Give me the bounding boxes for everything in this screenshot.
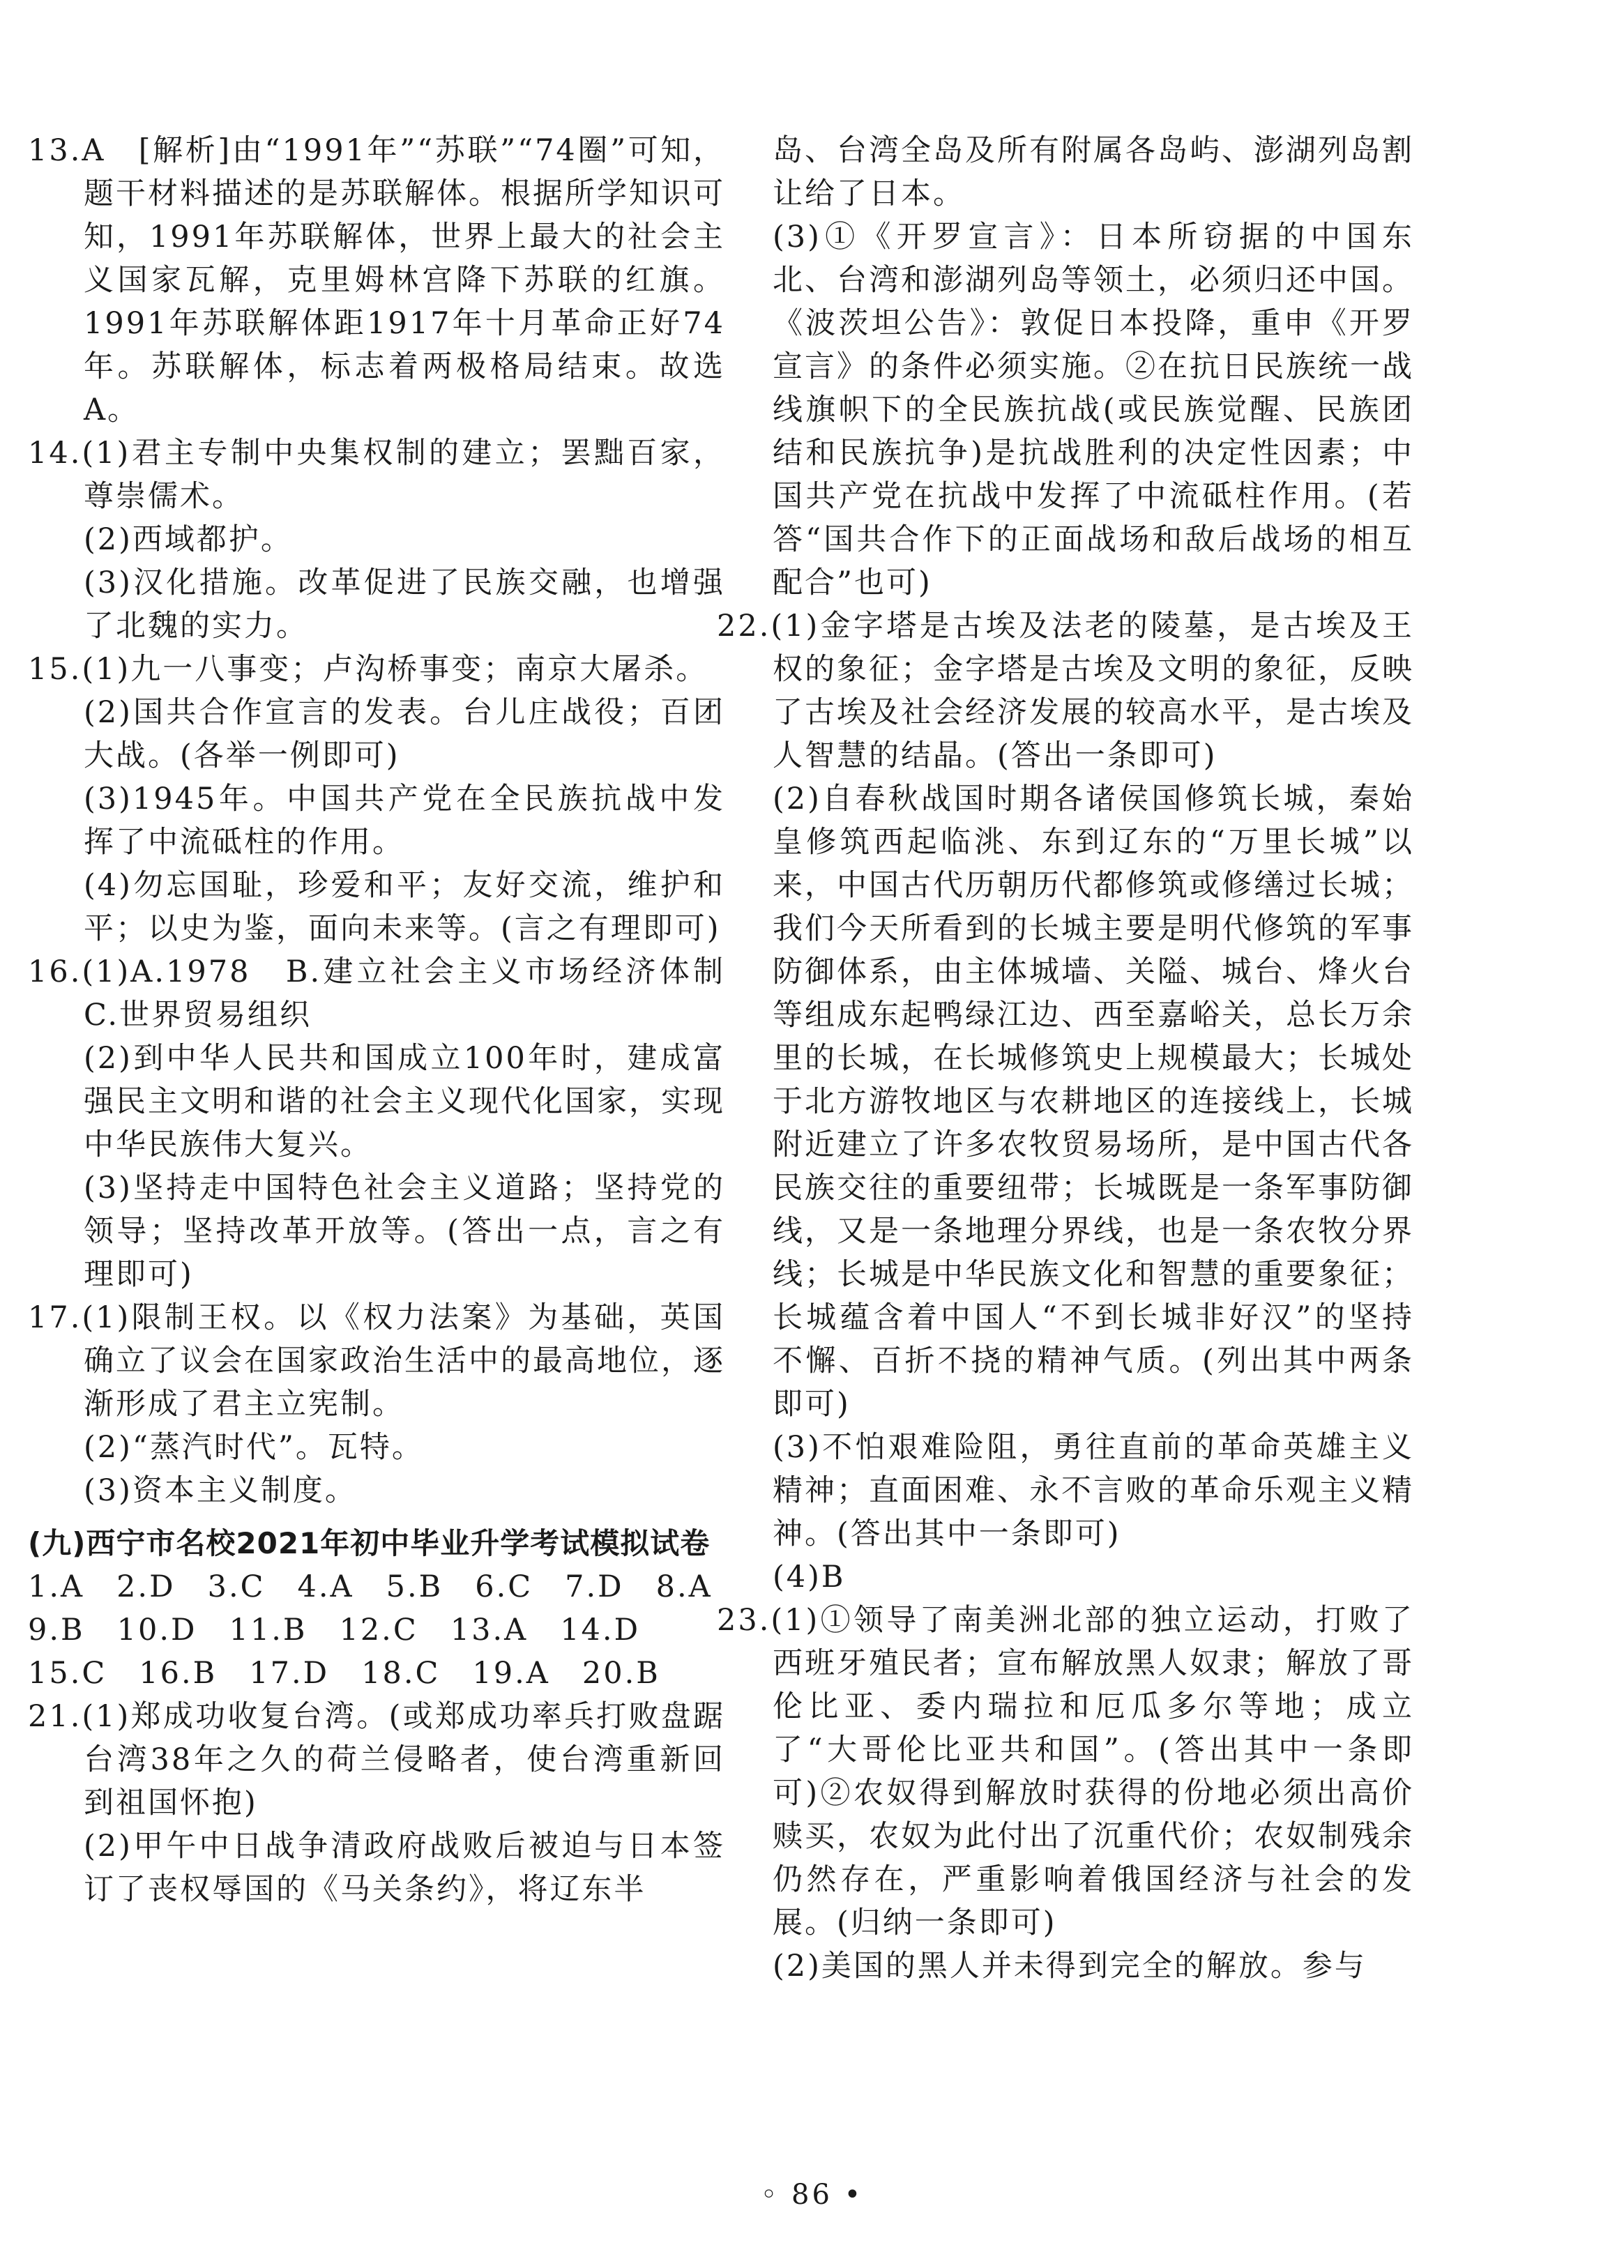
answer-q16-part1: 16.(1)A.1978 B.建立社会主义市场经济体制 C.世界贸易组织 [28,954,757,1033]
answer-q15-part4: (4)勿忘国耻，珍爱和平；友好交流，维护和平；以史为鉴，面向未来等。(言之有理即可) [84,868,725,946]
answer-q22-part2: (2)自春秋战国时期各诸侯国修筑长城，秦始皇修筑西起临洮、东到辽东的“万里长城”以来，中国古代历朝历代都修筑或修缮过长城；我们今天所看到的长城主要是明代修筑的军事防御体系，由主体城墙、关隘、城台、烽火台等组成东起鸭绿江边、西至嘉峪关，总长万余里的长城，在长城修筑史上规模最大；长城处于北方游牧地区与农耕地区的连接线上，长城附近建立了许多农牧贸易场所，是中国古代各民族交往的重要纽带；长城既是一条军事防御线，又是一条地理分界线，也是一条农牧分界线；长城是中华民族文化和智慧的重要象征；长城蕴含着中国人“不到长城非好汉”的坚持不懈、百折不挠的精神气质。(列出其中两条即可) [773,782,1414,1422]
page-number: ◦ 86 • [760,2179,864,2211]
answer-q16-part2: (2)到中华人民共和国成立100年时，建成富强民主文明和谐的社会主义现代化国家，实现中华民族伟大复兴。 [84,1041,725,1162]
section-title: (九)西宁市名校2021年初中毕业升学考试模拟试卷 [28,1526,711,1560]
answer-q15-part1: 15.(1)九一八事变；卢沟桥事变；南京大屠杀。 [28,652,708,687]
answer-q22-part4: (4)B [773,1560,846,1595]
answer-q16-part3: (3)坚持走中国特色社会主义道路；坚持党的领导；坚持改革开放等。(答出一点，言之有理即可) [84,1171,725,1292]
answer-q22-part3: (3)不怕艰难险阻，勇往直前的革命英雄主义精神；直面困难、永不言败的革命乐观主义精神。(答出其中一条即可) [773,1430,1414,1551]
answer-q15-part3: (3)1945年。中国共产党在全民族抗战中发挥了中流砥柱的作用。 [84,782,725,860]
answer-q14-part1: 14.(1)君主专制中央集权制的建立；罢黜百家，尊崇儒术。 [28,436,725,514]
multiple-choice-row-2: 9.B 10.D 11.B 12.C 13.A 14.D [28,1613,641,1647]
answer-q21-part2: (2)甲午中日战争清政府战败后被迫与日本签订了丧权辱国的《马关条约》，将辽东半 [84,1829,725,1907]
answer-q21-part3: (3)①《开罗宣言》：日本所窃据的中国东北、台湾和澎湖列岛等领土，必须归还中国。《波茨坦公告》：敦促日本投降，重申《开罗宣言》的条件必须实施。②在抗日民族统一战线旗帜下的全民族抗战(或民族觉醒、民族团结和民族抗争)是抗战胜利的决定性因素；中国共产党在抗战中发挥了中流砥柱作用。(若答“国共合作下的正面战场和敌后战场的相互配合”也可) [773,220,1414,600]
answer-q15-part2: (2)国共合作宣言的发表。台儿庄战役；百团大战。(各举一例即可) [84,695,725,773]
answer-q17-part1: 17.(1)限制王权。以《权力法案》为基础，英国确立了议会在国家政治生活中的最高地位，逐渐形成了君主立宪制。 [28,1300,725,1422]
answer-q14-part2: (2)西域都护。 [84,522,293,557]
answer-q21-part1: 21.(1)郑成功收复台湾。(或郑成功率兵打败盘踞台湾38年之久的荷兰侵略者，使台湾重新回到祖国怀抱) [28,1699,725,1820]
right-column [717,129,1414,1988]
answer-q17-part3: (3)资本主义制度。 [84,1473,357,1508]
multiple-choice-row-1: 1.A 2.D 3.C 4.A 5.B 6.C 7.D 8.A [28,1569,713,1604]
answer-q22-part1: 22.(1)金字塔是古埃及法老的陵墓，是古埃及王权的象征；金字塔是古埃及文明的象征，反映了古埃及社会经济发展的较高水平，是古埃及人智慧的结晶。(答出一条即可) [717,609,1414,773]
answer-q23-part1: 23.(1)①领导了南美洲北部的独立运动，打败了西班牙殖民者；宣布解放黑人奴隶；解放了哥伦比亚、委内瑞拉和厄瓜多尔等地；成立了“大哥伦比亚共和国”。(答出其中一条即可)②农奴得到解放时获得的份地必须出高价赎买，农奴为此付出了沉重代价；农奴制残余仍然存在，严重影响着俄国经济与社会的发展。(归纳一条即可) [717,1603,1414,1940]
left-column [28,129,757,1911]
answer-q17-part2: (2)“蒸汽时代”。瓦特。 [84,1430,424,1465]
answer-q14-part3: (3)汉化措施。改革促进了民族交融，也增强了北魏的实力。 [84,565,725,644]
answer-q23-part2: (2)美国的黑人并未得到完全的解放。参与 [773,1949,1367,1984]
answer-q13: 13.A [解析]由“1991年”“苏联”“74圈”可知，题干材料描述的是苏联解体。根据所学知识可知，1991年苏联解体，世界上最大的社会主义国家瓦解，克里姆林宫降下苏联的红旗。1991年苏联解体距1917年十月革命正好74年。苏联解体，标志着两极格局结束。故选A。 [28,133,725,427]
multiple-choice-row-3: 15.C 16.B 17.D 18.C 19.A 20.B [28,1656,660,1691]
answer-q21-part2-continued: 岛、台湾全岛及所有附属各岛屿、澎湖列岛割让给了日本。 [773,133,1414,211]
